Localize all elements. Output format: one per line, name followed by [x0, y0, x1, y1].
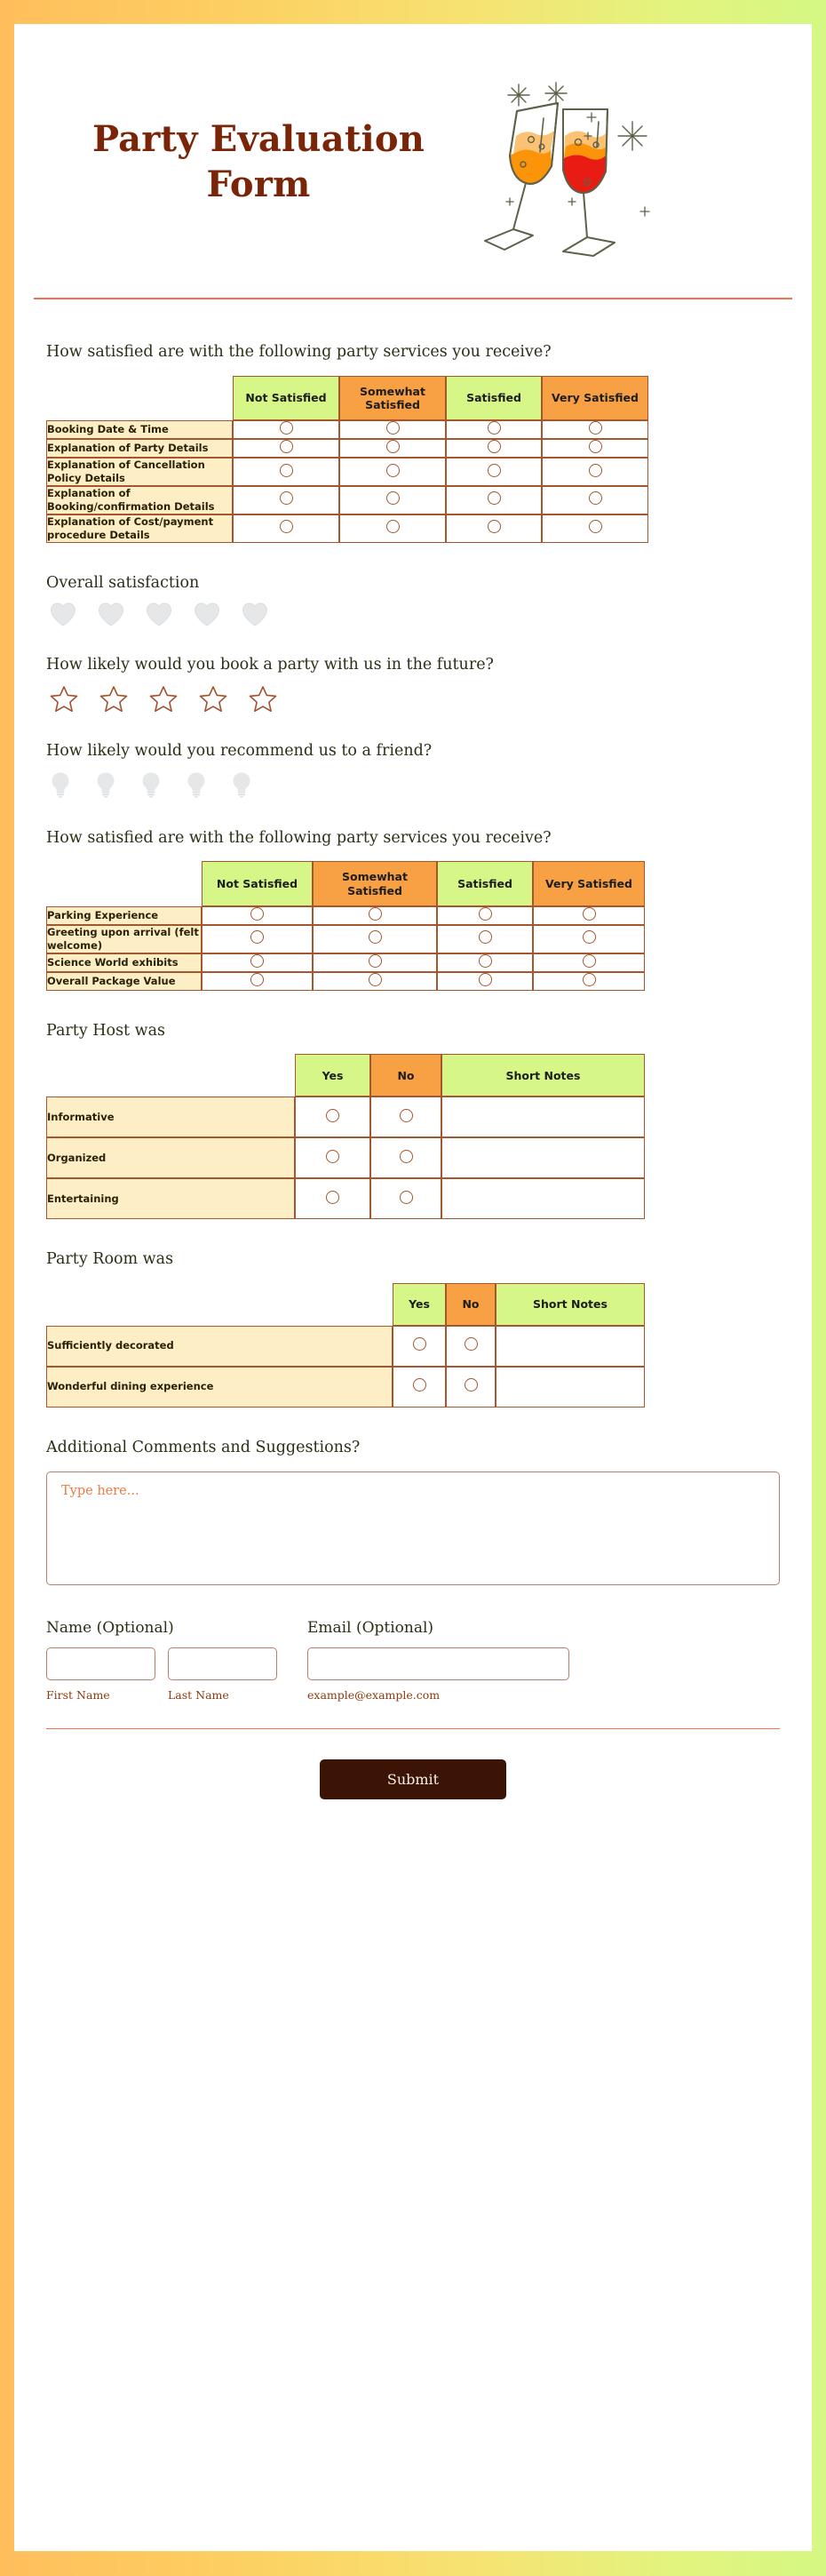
radio-cell[interactable] [295, 1097, 370, 1137]
radio-cell[interactable] [233, 458, 339, 486]
radio-cell[interactable] [533, 972, 645, 991]
radio-cell[interactable] [542, 486, 648, 514]
name-field-group [46, 1619, 277, 1702]
corner-cell [46, 1283, 393, 1326]
radio-cell[interactable] [446, 514, 542, 543]
email-field-group [307, 1619, 569, 1702]
radio-cell[interactable] [295, 1137, 370, 1178]
radio-cell[interactable] [233, 514, 339, 543]
column-header-not-satisfied: Not Satisfied [202, 861, 313, 906]
radio-button[interactable] [479, 907, 492, 921]
short-notes-input[interactable] [496, 1326, 645, 1367]
radio-button[interactable] [583, 973, 596, 986]
table-row [46, 906, 645, 925]
radio-button[interactable] [250, 954, 264, 968]
radio-cell[interactable] [437, 925, 533, 953]
radio-button[interactable] [589, 421, 602, 435]
star-icon[interactable] [149, 685, 178, 716]
radio-button[interactable] [479, 930, 492, 944]
radio-button[interactable] [488, 440, 501, 453]
radio-cell[interactable] [533, 906, 645, 925]
section-additional-comments [46, 1438, 780, 1589]
radio-cell[interactable] [393, 1367, 446, 1408]
radio-cell[interactable] [370, 1137, 441, 1178]
question-recommend: How likely would you recommend us to a friend? [46, 742, 433, 760]
table-header-row [46, 861, 645, 906]
row-label: Wonderful dining experience [46, 1367, 393, 1408]
radio-button[interactable] [413, 1378, 426, 1392]
radio-cell[interactable] [370, 1178, 441, 1219]
radio-button[interactable] [326, 1150, 339, 1163]
column-header-yes: Yes [295, 1054, 370, 1097]
radio-button[interactable] [488, 491, 501, 505]
row-label: Explanation of Party Details [46, 439, 233, 458]
short-notes-input[interactable] [441, 1137, 645, 1178]
radio-cell[interactable] [446, 1326, 496, 1367]
radio-cell[interactable] [437, 906, 533, 925]
section-services-2 [46, 828, 780, 991]
submit-button[interactable]: Submit [320, 1759, 506, 1799]
radio-cell[interactable] [370, 1097, 441, 1137]
form-body [14, 328, 812, 1835]
question-party-room: Party Room was [46, 1250, 174, 1269]
section-party-room [46, 1249, 780, 1408]
heart-icon[interactable] [194, 602, 220, 630]
decorative-right-bar [812, 0, 826, 2576]
radio-cell[interactable] [393, 1326, 446, 1367]
matrix-services-2 [46, 861, 645, 990]
radio-button[interactable] [280, 520, 293, 533]
question-overall-satisfaction: Overall satisfaction [46, 573, 200, 592]
radio-button[interactable] [386, 421, 400, 435]
decorative-left-bar [0, 0, 14, 2576]
lightbulb-icon[interactable] [186, 771, 207, 802]
heart-icon[interactable] [50, 602, 76, 630]
short-notes-input[interactable] [496, 1367, 645, 1408]
radio-button[interactable] [589, 520, 602, 533]
radio-button[interactable] [280, 440, 293, 453]
column-header-short-notes: Short Notes [441, 1054, 645, 1097]
column-header-satisfied: Satisfied [446, 376, 542, 421]
question-services-1: How satisfied are with the following party services you receive? [46, 343, 552, 361]
lightbulb-rating-group[interactable] [46, 771, 780, 802]
form-header [14, 24, 812, 328]
row-label: Science World exhibits [46, 953, 202, 972]
question-book-again: How likely would you book a party with us in the future? [46, 656, 494, 674]
radio-button[interactable] [400, 1191, 413, 1204]
radio-cell[interactable] [446, 486, 542, 514]
radio-button[interactable] [583, 954, 596, 968]
radio-button[interactable] [369, 930, 382, 944]
row-label: Informative [46, 1097, 295, 1137]
radio-cell[interactable] [313, 953, 437, 972]
radio-cell[interactable] [437, 972, 533, 991]
matrix-services-1 [46, 376, 648, 543]
table-header-row [46, 376, 648, 421]
radio-button[interactable] [479, 973, 492, 986]
heart-rating-group[interactable] [46, 602, 780, 630]
lightbulb-icon[interactable] [95, 771, 116, 802]
radio-cell[interactable] [339, 458, 446, 486]
section-services-1 [46, 342, 780, 543]
first-name-input[interactable] [46, 1647, 155, 1680]
heart-icon[interactable] [98, 602, 124, 630]
table-row [46, 1097, 645, 1137]
radio-cell[interactable] [542, 458, 648, 486]
table-row [46, 1326, 645, 1367]
radio-cell[interactable] [542, 439, 648, 458]
row-label: Entertaining [46, 1178, 295, 1219]
question-additional-comments: Additional Comments and Suggestions? [46, 1438, 361, 1456]
radio-cell[interactable] [446, 439, 542, 458]
corner-cell [46, 861, 202, 906]
radio-cell[interactable] [233, 420, 339, 439]
short-notes-input[interactable] [441, 1178, 645, 1219]
radio-button[interactable] [465, 1337, 478, 1351]
matrix-party-room [46, 1283, 645, 1408]
column-header-not-satisfied: Not Satisfied [233, 376, 339, 421]
radio-button[interactable] [250, 973, 264, 986]
header-divider [34, 298, 792, 299]
name-label: Name (Optional) [46, 1618, 174, 1637]
row-label: Greeting upon arrival (felt welcome) [46, 925, 202, 953]
section-recommend [46, 741, 780, 802]
corner-cell [46, 1054, 295, 1097]
radio-cell[interactable] [313, 925, 437, 953]
radio-button[interactable] [386, 491, 400, 505]
star-icon[interactable] [249, 685, 277, 716]
column-header-yes: Yes [393, 1283, 446, 1326]
section-book-again [46, 655, 780, 716]
radio-cell[interactable] [202, 906, 313, 925]
form-sheet [14, 24, 812, 2551]
radio-cell[interactable] [446, 420, 542, 439]
table-row [46, 953, 645, 972]
radio-cell[interactable] [339, 420, 446, 439]
email-input[interactable] [307, 1647, 569, 1680]
last-name-input[interactable] [168, 1647, 277, 1680]
radio-cell[interactable] [295, 1178, 370, 1219]
column-header-short-notes: Short Notes [496, 1283, 645, 1326]
column-header-no: No [370, 1054, 441, 1097]
radio-button[interactable] [386, 440, 400, 453]
radio-cell[interactable] [233, 439, 339, 458]
radio-cell[interactable] [202, 953, 313, 972]
table-row [46, 1367, 645, 1408]
radio-button[interactable] [583, 907, 596, 921]
section-overall-satisfaction [46, 573, 780, 631]
radio-button[interactable] [369, 973, 382, 986]
row-label: Parking Experience [46, 906, 202, 925]
radio-cell[interactable] [339, 439, 446, 458]
table-row [46, 925, 645, 953]
column-header-very-satisfied: Very Satisfied [533, 861, 645, 906]
radio-button[interactable] [326, 1191, 339, 1204]
radio-button[interactable] [326, 1109, 339, 1122]
table-row [46, 486, 648, 514]
last-name-hint: Last Name [168, 1687, 229, 1702]
radio-button[interactable] [386, 464, 400, 477]
decorative-top-bar [0, 0, 826, 24]
radio-button[interactable] [465, 1378, 478, 1392]
radio-button[interactable] [488, 464, 501, 477]
table-header-row [46, 1283, 645, 1326]
row-label: Explanation of Cancellation Policy Details [46, 458, 233, 486]
radio-cell[interactable] [233, 486, 339, 514]
table-row [46, 1178, 645, 1219]
radio-cell[interactable] [202, 972, 313, 991]
table-row [46, 1137, 645, 1178]
row-label: Organized [46, 1137, 295, 1178]
question-party-host: Party Host was [46, 1021, 166, 1040]
table-header-row [46, 1054, 645, 1097]
radio-button[interactable] [280, 464, 293, 477]
radio-cell[interactable] [533, 925, 645, 953]
radio-cell[interactable] [202, 925, 313, 953]
radio-button[interactable] [589, 440, 602, 453]
star-icon[interactable] [50, 685, 78, 716]
column-header-no: No [446, 1283, 496, 1326]
star-icon[interactable] [199, 685, 227, 716]
radio-button[interactable] [400, 1109, 413, 1122]
radio-cell[interactable] [542, 514, 648, 543]
lightbulb-icon[interactable] [140, 771, 162, 802]
radio-button[interactable] [589, 464, 602, 477]
radio-button[interactable] [583, 930, 596, 944]
radio-cell[interactable] [542, 420, 648, 439]
short-notes-input[interactable] [441, 1097, 645, 1137]
radio-button[interactable] [369, 954, 382, 968]
section-party-host [46, 1021, 780, 1220]
table-row [46, 458, 648, 486]
page-title: Party Evaluation Form [91, 117, 425, 205]
radio-button[interactable] [488, 520, 501, 533]
radio-button[interactable] [400, 1150, 413, 1163]
radio-button[interactable] [386, 520, 400, 533]
radio-button[interactable] [589, 491, 602, 505]
table-row [46, 514, 648, 543]
row-label: Booking Date & Time [46, 420, 233, 439]
table-row [46, 439, 648, 458]
row-label: Explanation of Booking/confirmation Details [46, 486, 233, 514]
radio-cell[interactable] [339, 514, 446, 543]
row-label: Explanation of Cost/payment procedure Details [46, 514, 233, 543]
radio-button[interactable] [413, 1337, 426, 1351]
comments-textarea[interactable] [46, 1471, 780, 1585]
radio-button[interactable] [280, 491, 293, 505]
radio-button[interactable] [488, 421, 501, 435]
submit-area [46, 1729, 780, 1835]
heart-icon[interactable] [242, 602, 268, 630]
radio-button[interactable] [479, 954, 492, 968]
table-row [46, 420, 648, 439]
radio-cell[interactable] [446, 458, 542, 486]
question-services-2: How satisfied are with the following party services you receive? [46, 828, 552, 847]
decorative-bottom-bar [0, 2551, 826, 2576]
radio-cell[interactable] [533, 953, 645, 972]
email-hint: example@example.com [307, 1687, 441, 1702]
column-header-satisfied: Satisfied [437, 861, 533, 906]
row-label: Sufficiently decorated [46, 1326, 393, 1367]
column-header-very-satisfied: Very Satisfied [542, 376, 648, 421]
matrix-party-host [46, 1054, 645, 1219]
radio-button[interactable] [250, 930, 264, 944]
radio-button[interactable] [280, 421, 293, 435]
column-header-somewhat-satisfied: Somewhat Satisfied [339, 376, 446, 421]
section-contact [46, 1619, 780, 1702]
corner-cell [46, 376, 233, 421]
radio-cell[interactable] [437, 953, 533, 972]
column-header-somewhat-satisfied: Somewhat Satisfied [313, 861, 437, 906]
radio-cell[interactable] [313, 906, 437, 925]
table-row [46, 972, 645, 991]
email-label: Email (Optional) [307, 1618, 434, 1637]
radio-button[interactable] [369, 907, 382, 921]
radio-cell[interactable] [446, 1367, 496, 1408]
radio-cell[interactable] [339, 486, 446, 514]
radio-cell[interactable] [313, 972, 437, 991]
star-icon[interactable] [99, 685, 128, 716]
row-label: Overall Package Value [46, 972, 202, 991]
radio-button[interactable] [250, 907, 264, 921]
first-name-hint: First Name [46, 1687, 110, 1702]
lightbulb-icon[interactable] [231, 771, 252, 802]
star-rating-group[interactable] [46, 685, 780, 716]
heart-icon[interactable] [146, 602, 172, 630]
lightbulb-icon[interactable] [50, 771, 71, 802]
champagne-glasses-cheers-illustration [449, 67, 689, 258]
